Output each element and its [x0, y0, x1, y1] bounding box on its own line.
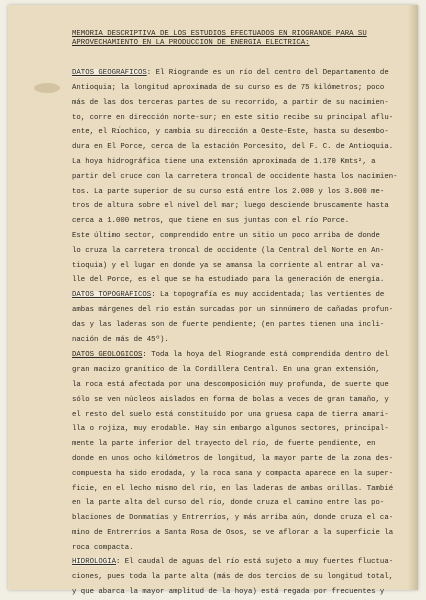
document-title: [72, 30, 400, 47]
text-line: el resto del suelo está constituído por una gruesa capa de tierra amari-: [72, 410, 389, 419]
section-heading-hidrologia: HIDROLOGIA: [72, 558, 116, 567]
text-line: dura en El Porce, cerca de la estación Porcesito, del F. C. de Antioquia.: [72, 143, 394, 152]
title-line-2: APROVECHAMIENTO EN LA PRODUCCION DE ENERGIA ELECTRICA:: [72, 38, 310, 47]
text-line: en la parte alta del curso del río, donde cruza el camino entre las po-: [72, 499, 385, 508]
text-line: compuesta ha sido erodada, y la roca sana y compacta aparece en la super-: [72, 469, 394, 478]
title-line-1: MEMORIA DESCRIPTIVA DE LOS ESTUDIOS EFECTUADOS EN RIOGRANDE PARA SU: [72, 30, 367, 38]
text-line: ficie, en el lecho mismo del río, en las laderas de ambas orillas. Tambié: [72, 484, 394, 493]
text-line: mino de Entrerríos a Santa Rosa de Osos, se ve aflorar a la superficie la: [72, 528, 394, 537]
text-line: ambas márgenes del río están surcadas por un sinnúmero de cañadas profun-: [72, 305, 394, 314]
text-line: mente la parte inferior del trayecto del río, de fuerte pendiente, en: [72, 440, 376, 449]
text-line: lle del Porce, es el que se ha estudiado para la generación de energía.: [72, 276, 385, 285]
document-body: [72, 66, 400, 600]
typed-document: [72, 30, 400, 600]
text-line: tioquia) y el lugar en donde ya se amansa la corriente al entrar al va-: [72, 261, 385, 270]
text-line: La hoya hidrográfica tiene una extensión aproximada de 1.170 Kmts², a: [72, 157, 376, 166]
text-line: das y las laderas son de fuerte pendiente; (en partes tienen una incli-: [72, 320, 385, 329]
text-line: ente, el Rı́ochico, y cambia su dirección a Oeste-Este, hasta su desembo-: [72, 128, 389, 137]
section-heading-topograficos: DATOS TOPOGRAFICOS: [72, 291, 152, 300]
text-line: lla o rojiza, muy erodable. Hay sin embargo algunos sectores, principal-: [72, 425, 389, 434]
paper-stain: [34, 83, 60, 93]
text-line: lo cruza la carretera troncal de occidente (la Central del Norte en An-: [72, 246, 385, 255]
text-line: sólo se ven núcleos aislados en forma de bolas a veces de gran tamaño, y: [72, 395, 389, 404]
text-line: gran macizo granítico de la Cordillera Central. En una gran extensión,: [72, 366, 380, 375]
section-geograficos-first-line: DATOS GEOGRAFICOS: El Riogrande es un río del centro del Departamento de: [72, 69, 389, 78]
section-topograficos-first-line: DATOS TOPOGRAFICOS: La topografía es muy accidentada; las vertientes de: [72, 291, 385, 300]
text-line: blaciones de Donmatías y Entrerríos, y más arriba aún, donde cruza el ca-: [72, 514, 394, 523]
text-line: donde en unos ocho kilómetros de longitud, la mayor parte de la zona des-: [72, 454, 394, 463]
text-line: Este último sector, comprendido entre un sitio un poco arriba de donde: [72, 231, 380, 240]
section-heading-geograficos: DATOS GEOGRAFICOS: [72, 69, 147, 78]
text-line: partir del cruce con la carretera troncal de occidente hasta los nacimien-: [72, 172, 398, 181]
text-line: tos. La parte superior de su curso está entre los 2.000 y los 3.000 me-: [72, 187, 385, 196]
text-line: to, corre en dirección norte-sur; en este sitio recibe su principal aflu-: [72, 113, 394, 122]
text-line: tros de altura sobre el nivel del mar; luego desciende bruscamente hasta: [72, 202, 389, 211]
section-geologicos-first-line: DATOS GEOLOGICOS: Toda la hoya del Riogrande está comprendida dentro del: [72, 351, 389, 360]
section-heading-geologicos: DATOS GEOLOGICOS: [72, 351, 143, 360]
text-line: y que abarca la mayor amplitud de la hoya) está regada por frecuentes y: [72, 588, 385, 597]
text-line: nación de más de 45º).: [72, 335, 169, 344]
text-line: ciones, pues toda la parte alta (más de dos tercios de su longitud total,: [72, 573, 394, 582]
text-line: Antioquia; la longitud aproximada de su curso es de 75 kilómetros; poco: [72, 83, 385, 92]
text-line: roca compacta.: [72, 543, 134, 552]
section-hidrologia-first-line: HIDROLOGIA: El caudal de aguas del río está sujeto a muy fuertes fluctua-: [72, 558, 394, 567]
page-edge-shadow: [408, 5, 418, 590]
text-line: más de las dos terceras partes de su recorrido, a partir de su nacimien-: [72, 98, 389, 107]
text-line: cerca a 1.000 metros, que tiene en sus juntas con el río Porce.: [72, 217, 350, 226]
paper-sheet: [8, 5, 418, 597]
text-line: la roca está afectada por una descomposición muy profunda, de suerte que: [72, 380, 389, 389]
